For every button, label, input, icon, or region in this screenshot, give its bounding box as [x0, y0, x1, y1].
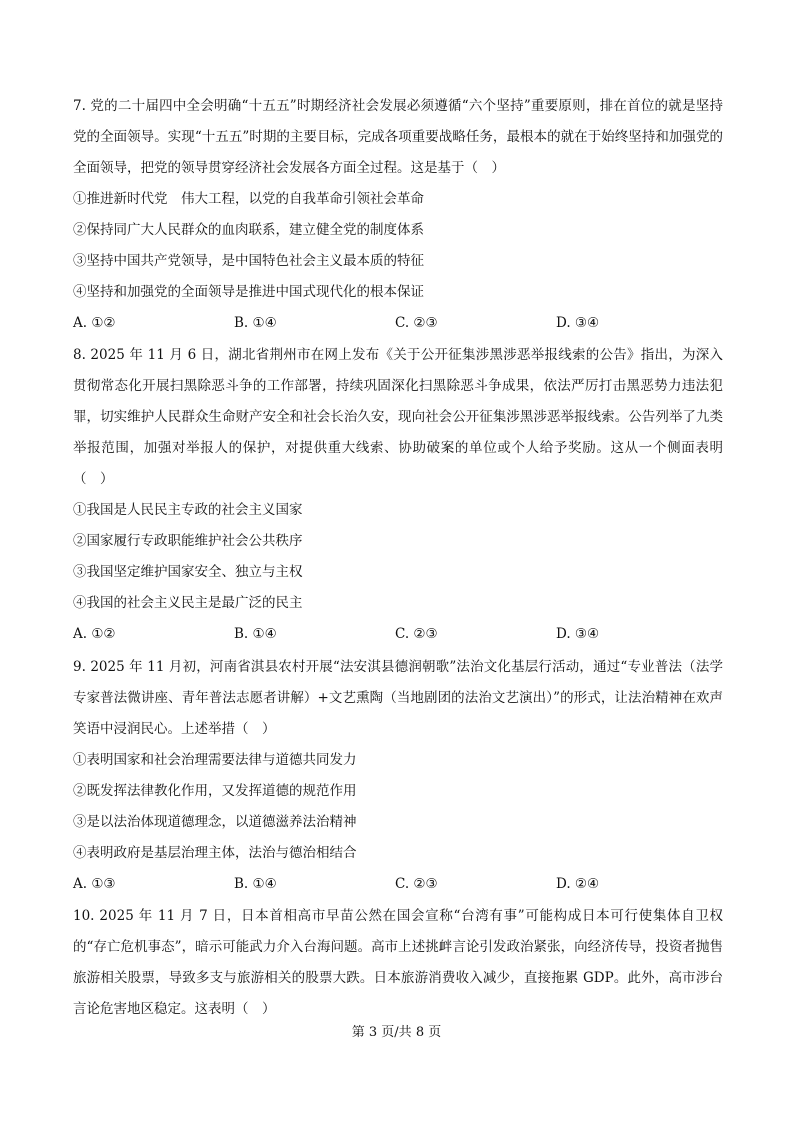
answer-choices [73, 308, 723, 339]
choice-b: B. ①④ [234, 876, 277, 892]
choice-b: B. ①④ [234, 626, 277, 642]
option-3: ③是以法治体现道德理念，以道德滋养法治精神 [73, 814, 357, 830]
question-7 [73, 91, 723, 339]
question-stem: 9. 2025 年 11 月初，河南省淇县农村开展“法安淇县德润朝歌”法治文化基层行活动，通过“专业普法（法学专家普法微讲座、青年普法志愿者讲解）+文艺熏陶（当地剧团的法治文艺演出）”的形式，让法治精神在欢声笑语中浸润民心。上述举措（ ） [73, 659, 723, 737]
choice-a: A. ①③ [73, 876, 116, 892]
question-8 [73, 340, 723, 650]
choice-d: D. ③④ [556, 315, 600, 331]
page-footer: 第 3 页/共 8 页 [351, 1025, 442, 1040]
option-1: ①推进新时代党 伟大工程，以党的自我革命引领社会革命 [73, 191, 424, 207]
option-4: ④表明政府是基层治理主体，法治与德治相结合 [73, 845, 357, 861]
choice-c: C. ②③ [395, 315, 438, 331]
option-4: ④坚持和加强党的全面领导是推进中国式现代化的根本保证 [73, 284, 424, 300]
option-2: ②国家履行专政职能维护社会公共秩序 [73, 533, 303, 549]
question-10 [73, 901, 723, 1025]
answer-choices [73, 619, 723, 650]
question-stem: 7. 党的二十届四中全会明确“十五五”时期经济社会发展必须遵循“六个坚持”重要原则，排在首位的就是坚持党的全面领导。实现“十五五”时期的主要目标，完成各项重要战略任务，最根本的就在于始终坚持和加强党的全面领导，把党的领导贯穿经济社会发展各方面全过程。这是基于（ ） [73, 98, 723, 176]
choice-c: C. ②③ [395, 876, 438, 892]
question-9 [73, 652, 723, 900]
choice-d: D. ②④ [556, 876, 600, 892]
option-3: ③我国坚定维护国家安全、独立与主权 [73, 564, 303, 580]
option-2: ②既发挥法律教化作用，又发挥道德的规范作用 [73, 783, 357, 799]
option-2: ②保持同广大人民群众的血肉联系，建立健全党的制度体系 [73, 222, 424, 238]
answer-choices [73, 869, 723, 900]
choice-c: C. ②③ [395, 626, 438, 642]
choice-d: D. ③④ [556, 626, 600, 642]
option-1: ①我国是人民民主专政的社会主义国家 [73, 502, 303, 518]
choice-b: B. ①④ [234, 315, 277, 331]
question-stem: 8. 2025 年 11 月 6 日，湖北省荆州市在网上发布《关于公开征集涉黑涉恶举报线索的公告》指出，为深入贯彻常态化开展扫黑除恶斗争的工作部署，持续巩固深化扫黑除恶斗争成果，依法严厉打击黑恶势力违法犯罪，切实维护人民群众生命财产安全和社会长治久安，现向社会公开征集涉黑涉恶举报线索。公告列举了九类举报范围，加强对举报人的保护，对提供重大线索、协助破案的单位或个人给予奖励。这从一个侧面表明（ ） [73, 347, 723, 487]
choice-a: A. ①② [73, 626, 116, 642]
question-stem: 10. 2025 年 11 月 7 日，日本首相高市早苗公然在国会宣称“台湾有事”可能构成日本可行使集体自卫权的“存亡危机事态”，暗示可能武力介入台海问题。高市上述挑衅言论引发政治紧张，向经济传导，投资者抛售旅游相关股票，导致多支与旅游相关的股票大跌。日本旅游消费收入减少，直接拖累 GDP。此外，高市涉台言论危害地区稳定。这表明（ ） [73, 908, 723, 1017]
option-1: ①表明国家和社会治理需要法律与道德共同发力 [73, 752, 357, 768]
option-4: ④我国的社会主义民主是最广泛的民主 [73, 595, 303, 611]
option-3: ③坚持中国共产党领导，是中国特色社会主义最本质的特征 [73, 253, 424, 269]
choice-a: A. ①② [73, 315, 116, 331]
